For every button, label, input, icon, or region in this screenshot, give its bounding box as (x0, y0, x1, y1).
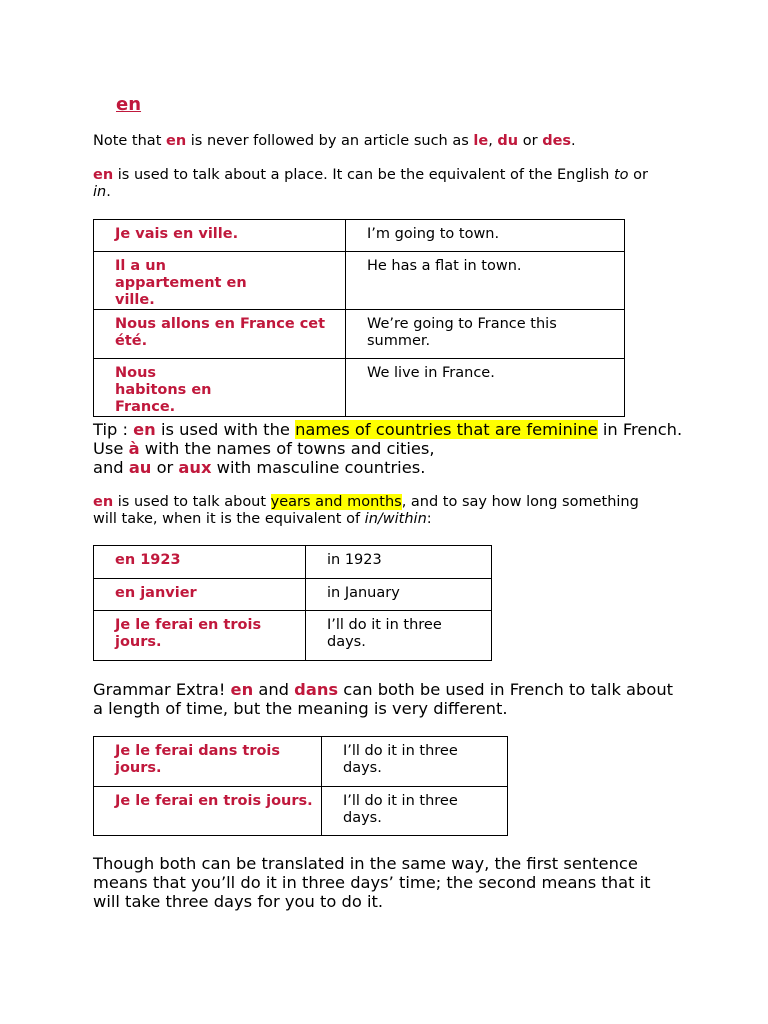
extra-text: can both be used in French to talk about a length of time, but the meaning is very different. (93, 680, 674, 718)
english-translation: We live in France. (346, 359, 625, 417)
note-text-1: Note that (93, 133, 166, 149)
intro-time-paragraph (93, 494, 658, 528)
tip-line-1 (93, 420, 693, 458)
intro-place-paragraph (93, 167, 668, 201)
french-example: Je vais en ville. (94, 220, 346, 252)
english-translation: I’ll do it in three days. (322, 737, 508, 787)
note-comma: , (488, 133, 493, 149)
tip-or: or (151, 458, 179, 477)
place-examples-table (93, 219, 625, 417)
keyword-en: en (93, 167, 114, 183)
french-example: en 1923 (94, 546, 306, 579)
english-translation: I’ll do it in three days. (322, 787, 508, 836)
tip-text-4: and (93, 458, 129, 477)
extra-and: and (253, 680, 295, 699)
keyword-en: en (230, 680, 254, 699)
intro1-or: or (628, 167, 648, 183)
note-paragraph (93, 133, 693, 150)
french-example: Je le ferai dans trois jours. (94, 737, 322, 787)
keyword-au: au (128, 458, 152, 477)
french-example: Je le ferai en trois jours. (94, 787, 322, 836)
tip-text-1: is used with the (155, 420, 296, 439)
english-translation: in 1923 (306, 546, 492, 579)
table-row (94, 310, 625, 359)
word-in-within: in/within (364, 511, 427, 527)
intro2-text-1: is used to talk about (113, 494, 271, 510)
table-row (94, 252, 625, 310)
tip-paragraph (93, 420, 693, 477)
table-row (94, 359, 625, 417)
table-row (94, 737, 508, 787)
french-example: en janvier (94, 579, 306, 611)
page-title: en (116, 94, 142, 115)
english-translation: I’m going to town. (346, 220, 625, 252)
table-row (94, 546, 492, 579)
tip-label: Tip : (93, 420, 134, 439)
tip-text-2: in French. Use (93, 420, 683, 458)
keyword-en: en (93, 494, 114, 510)
keyword-du: du (497, 133, 519, 149)
intro2-text-2: , and to say how long something will take, when it is the equivalent of (93, 494, 639, 527)
english-translation: He has a flat in town. (346, 252, 625, 310)
french-example: Je le ferai en trois jours. (94, 611, 306, 661)
word-to: to (613, 167, 629, 183)
note-end: . (571, 133, 576, 149)
english-translation: We’re going to France this summer. (346, 310, 625, 359)
english-translation: I’ll do it in three days. (306, 611, 492, 661)
conclusion-paragraph: Though both can be translated in the same way, the first sentence means that you’ll do it in three days’ time; the second means that it will take three days for you to do it. (93, 854, 651, 911)
keyword-dans: dans (294, 680, 339, 699)
grammar-extra-paragraph (93, 680, 683, 718)
highlighted-text: names of countries that are feminine (295, 420, 598, 439)
intro1-text: is used to talk about a place. It can be the equivalent of the English (113, 167, 614, 183)
keyword-des: des (542, 133, 572, 149)
french-example: Nous allons en France cet été. (94, 310, 346, 359)
time-examples-table (93, 545, 492, 661)
french-example: Nous habitons en France. (94, 359, 346, 417)
keyword-le: le (473, 133, 489, 149)
intro2-end: : (426, 511, 432, 527)
tip-text-5: with masculine countries. (211, 458, 426, 477)
tip-text-3: with the names of towns and cities, (139, 439, 435, 458)
intro1-end: . (106, 184, 111, 200)
table-row (94, 787, 508, 836)
highlighted-text: years and months (270, 494, 402, 510)
table-row (94, 220, 625, 252)
note-text-2: is never followed by an article such as (186, 133, 474, 149)
keyword-en: en (166, 133, 187, 149)
french-example: Il a un appartement en ville. (94, 252, 346, 310)
keyword-aux: aux (178, 458, 212, 477)
comparison-table (93, 736, 508, 836)
note-or: or (518, 133, 543, 149)
tip-line-2 (93, 458, 693, 477)
table-row (94, 611, 492, 661)
word-in: in (93, 184, 107, 200)
english-translation: in January (306, 579, 492, 611)
keyword-a: à (128, 439, 140, 458)
table-row (94, 579, 492, 611)
extra-label: Grammar Extra! (93, 680, 231, 699)
keyword-en: en (133, 420, 156, 439)
